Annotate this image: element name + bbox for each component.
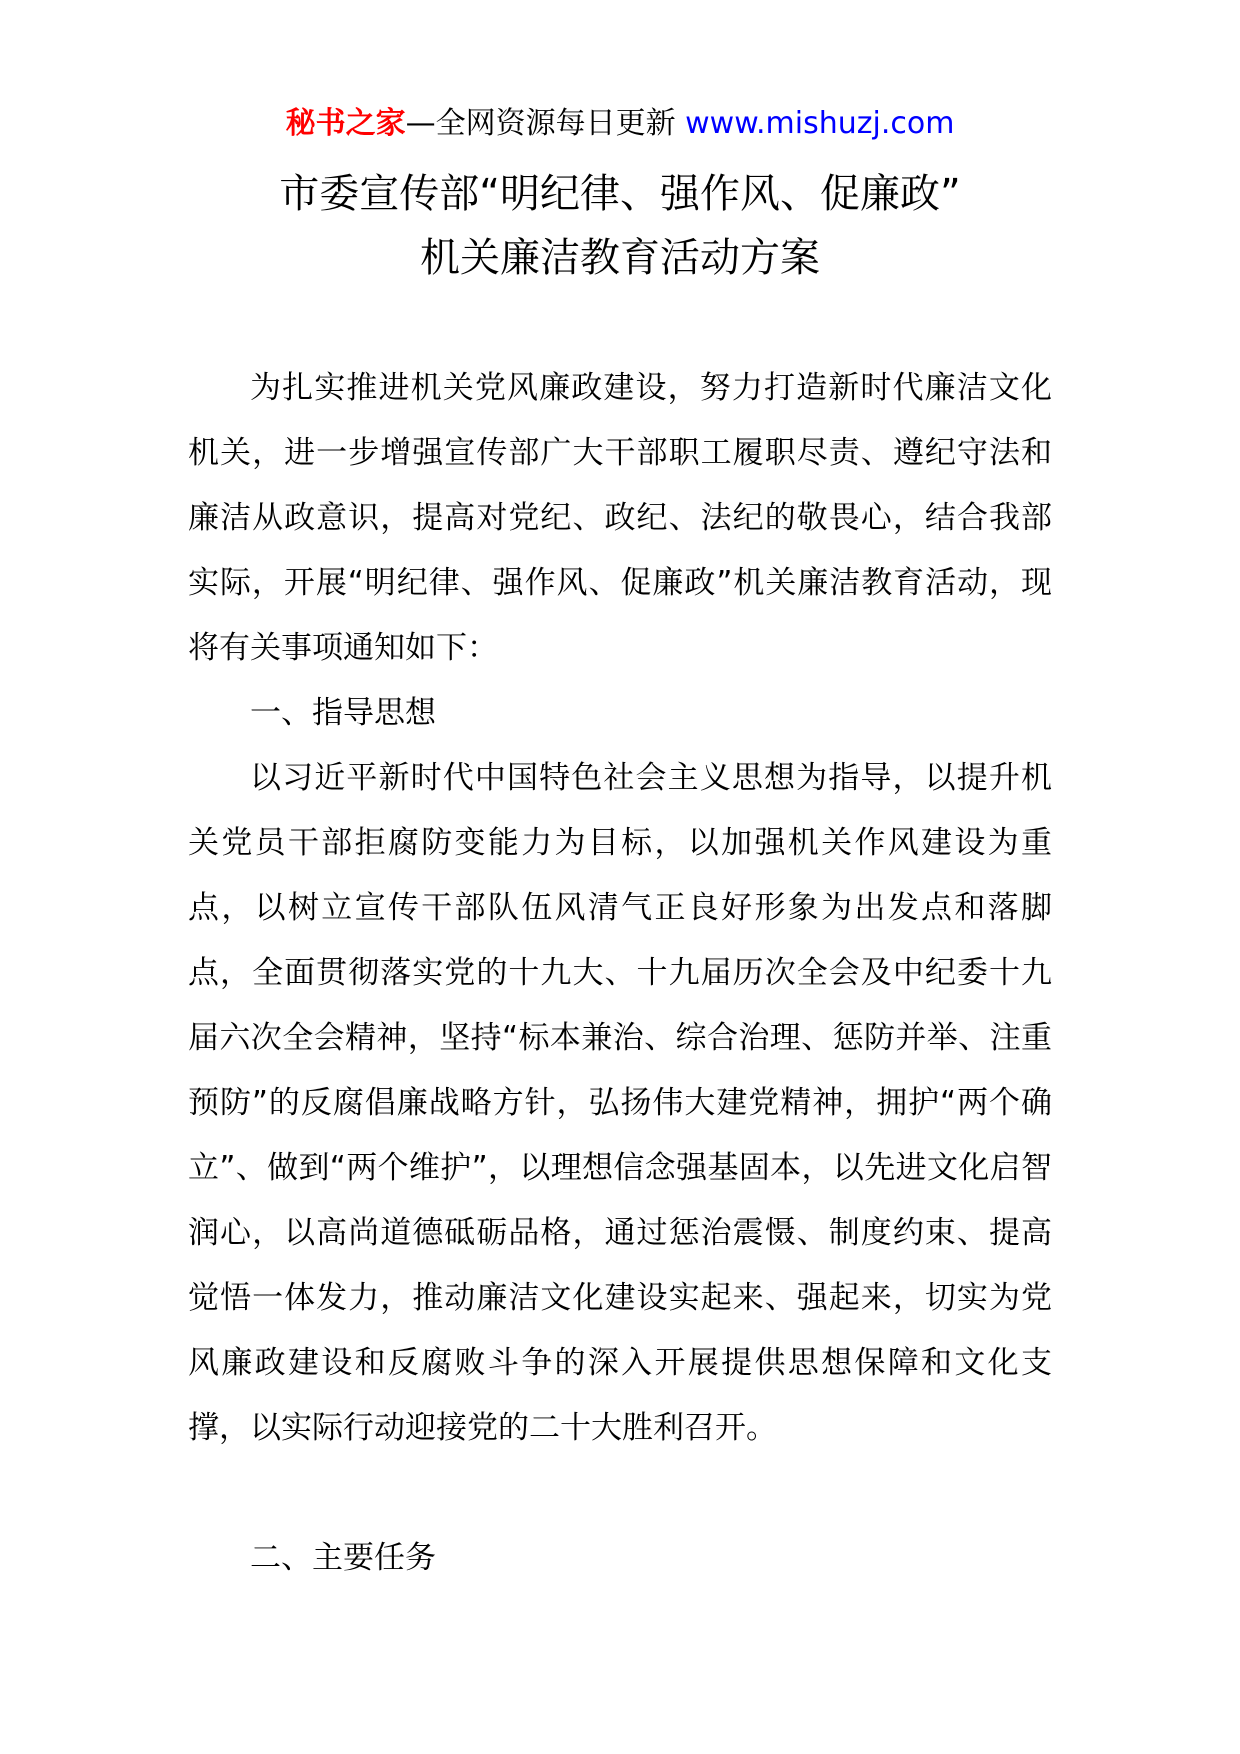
section-heading-main-tasks: 二、主要任务 xyxy=(250,1540,436,1576)
intro-paragraph: 为扎实推进机关党风廉政建设，努力打造新时代廉洁文化机关，进一步增强宣传部广大干部职工履职尽责、遵纪守法和廉洁从政意识，提高对党纪、政纪、法纪的敬畏心，结合我部实际，开展“明纪律、强作风、促廉政”机关廉洁教育活动，现将有关事项通知如下： xyxy=(188,370,1052,666)
site-url-link[interactable]: www.mishuzj.com xyxy=(685,106,955,141)
banner-tagline: —全网资源每日更新 xyxy=(405,106,676,141)
document-title-line-2: 机关廉洁教育活动方案 xyxy=(420,235,820,281)
section-body-guiding-ideology: 以习近平新时代中国特色社会主义思想为指导，以提升机关党员干部拒腐防变能力为目标，以加强机关作风建设为重点，以树立宣传干部队伍风清气正良好形象为出发点和落脚点，全面贯彻落实党的十九大、十九届历次全会及中纪委十九届六次全会精神，坚持“标本兼治、综合治理、惩防并举、注重预防”的反腐倡廉战略方针，弘扬伟大建党精神，拥护“两个确立”、做到“两个维护”，以理想信念强基固本，以先进文化启智润心，以高尚道德砥砺品格，通过惩治震慑、制度约束、提高觉悟一体发力，推动廉洁文化建设实起来、强起来，切实为党风廉政建设和反腐败斗争的深入开展提供思想保障和文化支撑，以实际行动迎接党的二十大胜利召开。 xyxy=(188,760,1052,1446)
document-title-line-1: 市委宣传部“明纪律、强作风、促廉政” xyxy=(279,171,961,217)
site-banner xyxy=(0,104,1240,144)
section-heading-guiding-ideology: 一、指导思想 xyxy=(250,695,436,731)
brand-name: 秘书之家 xyxy=(285,106,406,141)
